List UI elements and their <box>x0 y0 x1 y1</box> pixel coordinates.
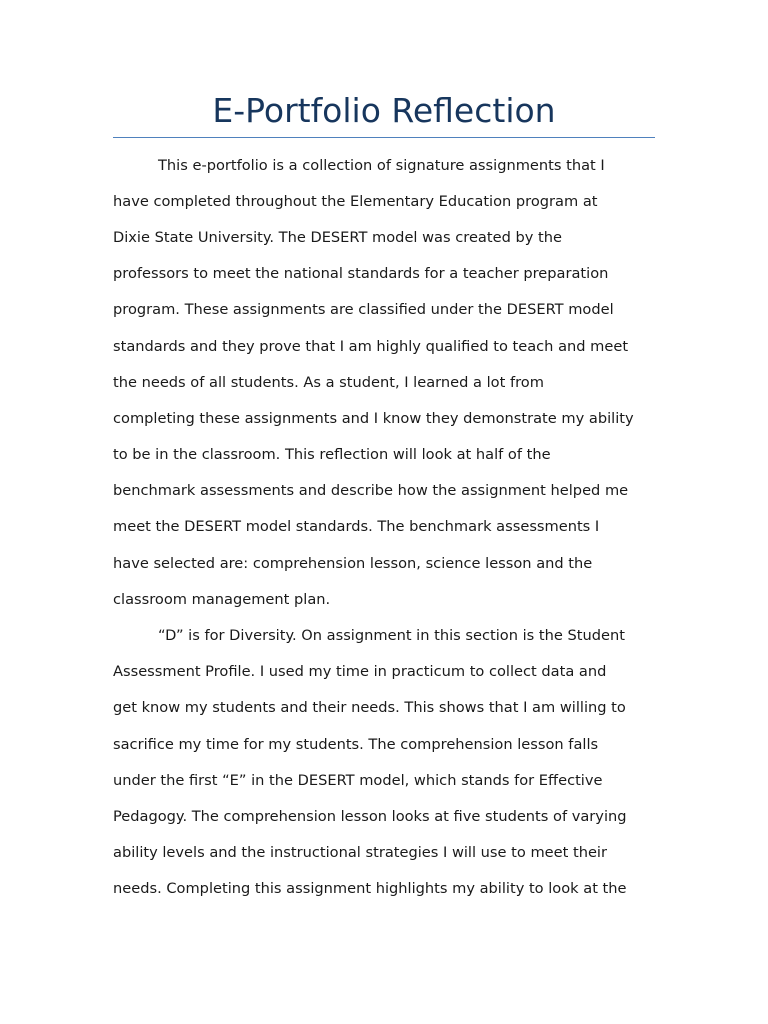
body-line: professors to meet the national standards for a teacher preparation <box>113 265 609 282</box>
body-line: Pedagogy. The comprehension lesson looks at five students of varying <box>113 808 627 825</box>
body-line: get know my students and their needs. This shows that I am willing to <box>113 699 626 716</box>
title-underline <box>113 137 655 138</box>
document-title: E-Portfolio Reflection <box>212 91 556 130</box>
body-line: This e-portfolio is a collection of signature assignments that I <box>158 157 605 174</box>
body-line: have completed throughout the Elementary Education program at <box>113 193 598 210</box>
body-line: program. These assignments are classified under the DESERT model <box>113 301 614 318</box>
body-line: needs. Completing this assignment highlights my ability to look at the <box>113 880 627 897</box>
body-line: classroom management plan. <box>113 591 331 608</box>
body-line: ability levels and the instructional strategies I will use to meet their <box>113 844 607 861</box>
body-line: standards and they prove that I am highly qualified to teach and meet <box>113 338 629 355</box>
body-line: Dixie State University. The DESERT model was created by the <box>113 229 562 246</box>
body-line: “D” is for Diversity. On assignment in this section is the Student <box>158 627 625 644</box>
body-line: have selected are: comprehension lesson, science lesson and the <box>113 555 593 572</box>
body-line: benchmark assessments and describe how the assignment helped me <box>113 482 629 499</box>
body-line: Assessment Profile. I used my time in practicum to collect data and <box>113 663 607 680</box>
body-line: to be in the classroom. This reflection will look at half of the <box>113 446 551 463</box>
body-line: sacrifice my time for my students. The comprehension lesson falls <box>113 736 599 753</box>
body-line: the needs of all students. As a student, I learned a lot from <box>113 374 544 391</box>
body-line: under the first “E” in the DESERT model, which stands for Effective <box>113 772 603 789</box>
body-line: meet the DESERT model standards. The benchmark assessments I <box>113 518 600 535</box>
body-line: completing these assignments and I know they demonstrate my ability <box>113 410 634 427</box>
